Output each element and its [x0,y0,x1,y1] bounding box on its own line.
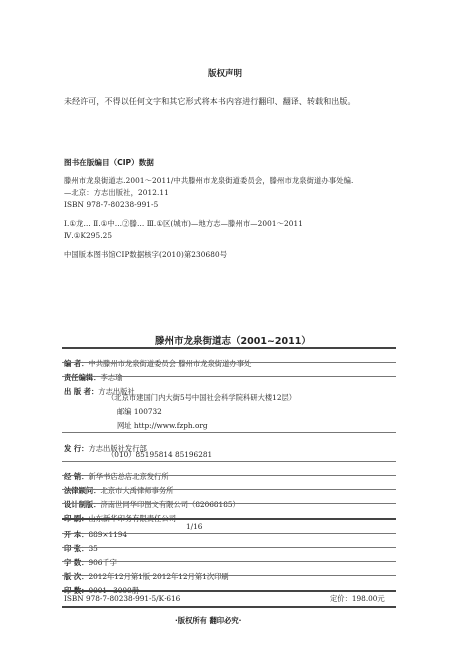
cip-record-number: 中国版本图书馆CIP数据核字(2010)第230680号 [64,250,228,259]
divider [62,561,396,562]
section-rule [62,590,396,592]
cip-classification-2: Ⅳ.①K295.25 [64,231,113,240]
edition-value: 2012年12月第1版 2012年12月第1次印刷 [88,572,229,581]
dealer-label: 经 销： [64,472,89,481]
distributor-value: 方志出版社发行部 [88,444,147,453]
price: 定价：198.00元 [330,594,385,603]
words-label: 字 数： [64,558,89,567]
divider [62,432,396,433]
cip-isbn: ISBN 978-7-80238-991-5 [64,200,159,209]
divider [62,547,396,548]
divider [62,489,396,490]
divider [62,475,396,476]
publisher-address: （北京市建国门内大街5号中国社会科学院科研大楼12层） [107,393,297,402]
cip-classification-1: Ⅰ.①龙… Ⅱ.①中…②滕… Ⅲ.①区(城市)—地方志—滕州市—2001～2011 [64,219,303,228]
section-rule [62,606,396,608]
copyright-notice: 未经许可，不得以任何文字和其它形式将本书内容进行翻印、翻译、转载和出版。 [64,97,356,106]
title-rule [62,347,396,349]
distributor-phone: （010）85195814 85196281 [107,450,213,459]
divider [62,376,396,377]
divider [62,503,396,504]
rights-notice: ·版权所有 翻印必究· [175,616,242,625]
format-label: 开 本： [64,530,89,539]
legal-value: 北京市大禹律师事务所 [100,486,174,495]
divider [62,362,396,363]
section-rule [62,518,396,520]
format-value: 889×1194 [88,530,128,539]
publisher-value: 方志出版社 [98,387,135,396]
cip-heading: 图书在版编目（CIP）数据 [64,158,154,167]
dealer-value: 新华书店总店北京发行所 [88,472,169,481]
sheets-label: 印 张： [64,544,89,553]
distributor-label: 发 行： [64,444,89,453]
book-title: 滕州市龙泉街道志（2001~2011） [155,336,311,347]
copyright-heading: 版权声明 [208,69,243,79]
edition-label: 版 次： [64,572,89,581]
divider [62,533,396,534]
publisher-website: 网址 http://www.fzph.org [117,421,208,430]
cip-line-1: 滕州市龙泉街道志.2001～2011/中共滕州市龙泉街道委员会，滕州市龙泉街道办事处编. [64,176,354,185]
format-extra: 1/16 [186,522,203,531]
sheets-value: 35 [88,544,98,553]
words-value: 906千字 [88,558,117,567]
divider [62,575,396,576]
divider [62,461,396,462]
editor-label: 编 者： [64,359,89,368]
design-label: 设计制版： [64,500,101,509]
publisher-label: 出 版 者： [64,387,99,396]
cip-line-2: —北京：方志出版社，2012.11 [64,188,169,197]
legal-label: 法律顾问： [64,486,101,495]
responsible-editor-label: 责任编辑： [64,373,101,382]
isbn-full: ISBN 978-7-80238-991-5/K·616 [64,594,181,603]
responsible-editor-value: 李志瑜 [100,373,123,382]
publisher-postcode: 邮编 100732 [117,407,162,416]
editor-value: 中共滕州市龙泉街道委员会 滕州市龙泉街道办事处 [88,359,252,368]
design-value: 济南世同华印图文有限公司（82068185） [100,500,240,509]
